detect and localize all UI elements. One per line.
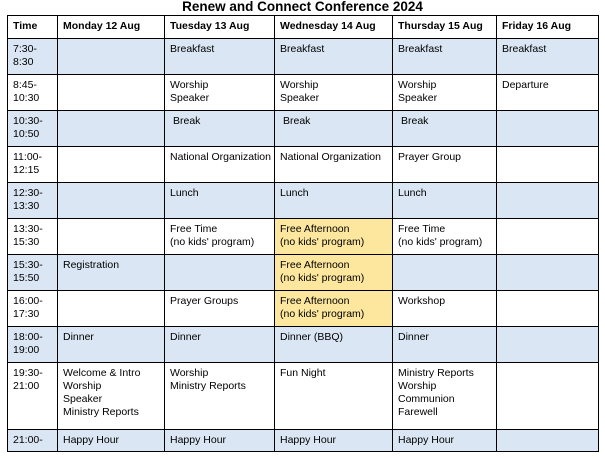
cell-text: (no kids' program): [280, 272, 365, 284]
cell-friday: [497, 291, 599, 327]
cell-monday: [58, 39, 165, 75]
cell-text: Break: [283, 115, 311, 127]
cell-text: Ministry Reports: [398, 367, 474, 379]
cell-text: Breakfast: [170, 43, 215, 55]
column-header-thursday: Thursday 15 Aug: [393, 16, 497, 39]
column-header-time: Time: [8, 16, 58, 39]
cell-text: Happy Hour: [280, 434, 337, 446]
schedule-table: [7, 15, 599, 452]
cell-thursday: [393, 183, 497, 219]
schedule-body: [8, 39, 599, 452]
cell-monday: [58, 363, 165, 430]
cell-text: 7:30-: [13, 43, 37, 55]
cell-wednesday: [275, 291, 393, 327]
column-header-wednesday: Wednesday 14 Aug: [275, 16, 393, 39]
cell-text: 21:00-: [13, 434, 43, 446]
table-row: [8, 291, 599, 327]
cell-monday: [58, 327, 165, 363]
cell-text: Speaker: [398, 92, 438, 104]
cell-text: Worship: [170, 79, 209, 91]
cell-thursday: [393, 39, 497, 75]
cell-text: Departure: [502, 79, 549, 91]
cell-friday: [497, 255, 599, 291]
cell-text: Prayer Group: [398, 151, 462, 163]
cell-text: Lunch: [398, 187, 427, 199]
cell-thursday: [393, 327, 497, 363]
cell-text: Dinner: [63, 331, 94, 343]
cell-text: 19:30-: [13, 367, 43, 379]
cell-text: 13:30-: [13, 223, 43, 235]
cell-thursday: [393, 291, 497, 327]
cell-text: Ministry Reports: [63, 406, 139, 418]
cell-text: Communion: [398, 393, 455, 405]
cell-monday: [58, 111, 165, 147]
cell-friday: [497, 363, 599, 430]
column-header-friday: Friday 16 Aug: [497, 16, 599, 39]
cell-text: Ministry Reports: [170, 380, 246, 392]
table-row: [8, 111, 599, 147]
cell-text: Fun Night: [280, 367, 326, 379]
cell-text: 8:30: [13, 56, 34, 68]
table-row: [8, 430, 599, 452]
cell-text: Free Afternoon: [280, 223, 350, 235]
cell-tuesday: [165, 291, 275, 327]
cell-tuesday: [165, 147, 275, 183]
cell-text: 10:30-: [13, 115, 43, 127]
table-row: [8, 183, 599, 219]
cell-text: Registration: [63, 259, 120, 271]
cell-text: Lunch: [170, 187, 199, 199]
table-row: [8, 327, 599, 363]
cell-tuesday: [165, 219, 275, 255]
cell-text: Speaker: [170, 92, 210, 104]
cell-friday: [497, 147, 599, 183]
cell-monday: [58, 255, 165, 291]
cell-time: [8, 147, 58, 183]
cell-text: 12:15: [13, 164, 40, 176]
cell-text: Free Time: [170, 223, 218, 235]
cell-time: [8, 75, 58, 111]
table-row: [8, 147, 599, 183]
cell-wednesday: [275, 219, 393, 255]
cell-text: Lunch: [280, 187, 309, 199]
cell-text: Speaker: [280, 92, 320, 104]
cell-text: 8:45-: [13, 79, 37, 91]
cell-text: Breakfast: [502, 43, 547, 55]
cell-time: [8, 430, 58, 452]
cell-text: Dinner: [170, 331, 201, 343]
cell-friday: [497, 219, 599, 255]
cell-text: Free Afternoon: [280, 259, 350, 271]
cell-wednesday: [275, 255, 393, 291]
cell-tuesday: [165, 39, 275, 75]
cell-monday: [58, 183, 165, 219]
cell-time: [8, 363, 58, 430]
table-row: [8, 219, 599, 255]
cell-time: [8, 39, 58, 75]
cell-tuesday: [165, 183, 275, 219]
cell-text: Worship: [398, 79, 437, 91]
cell-wednesday: [275, 183, 393, 219]
cell-text: 18:00-: [13, 331, 43, 343]
cell-thursday: [393, 430, 497, 452]
cell-friday: [497, 111, 599, 147]
cell-monday: [58, 147, 165, 183]
cell-time: [8, 183, 58, 219]
cell-text: Worship: [63, 380, 102, 392]
cell-wednesday: [275, 363, 393, 430]
cell-wednesday: [275, 111, 393, 147]
cell-monday: [58, 75, 165, 111]
cell-tuesday: [165, 255, 275, 291]
cell-text: (no kids' program): [170, 236, 255, 248]
cell-friday: [497, 430, 599, 452]
cell-wednesday: [275, 147, 393, 183]
cell-monday: [58, 291, 165, 327]
cell-text: National Organization: [280, 151, 381, 163]
cell-friday: [497, 75, 599, 111]
cell-text: Worship: [280, 79, 319, 91]
cell-text: 15:50: [13, 272, 40, 284]
cell-wednesday: [275, 75, 393, 111]
cell-text: Workshop: [398, 295, 446, 307]
cell-thursday: [393, 147, 497, 183]
cell-text: 15:30: [13, 236, 40, 248]
header-row: [8, 16, 599, 39]
cell-text: Happy Hour: [398, 434, 455, 446]
cell-text: Happy Hour: [63, 434, 120, 446]
cell-text: (no kids' program): [398, 236, 483, 248]
cell-text: Free Afternoon: [280, 295, 350, 307]
cell-text: Break: [401, 115, 429, 127]
column-header-tuesday: Tuesday 13 Aug: [165, 16, 275, 39]
column-header-monday: Monday 12 Aug: [58, 16, 165, 39]
cell-time: [8, 291, 58, 327]
cell-text: Farewell: [398, 406, 438, 418]
cell-text: 21:00: [13, 380, 40, 392]
cell-tuesday: [165, 111, 275, 147]
cell-monday: [58, 219, 165, 255]
cell-text: Dinner (BBQ): [280, 331, 344, 343]
cell-tuesday: [165, 363, 275, 430]
cell-time: [8, 327, 58, 363]
cell-wednesday: [275, 39, 393, 75]
cell-wednesday: [275, 327, 393, 363]
cell-text: Speaker: [63, 393, 103, 405]
cell-wednesday: [275, 430, 393, 452]
cell-text: Worship: [170, 367, 209, 379]
cell-friday: [497, 183, 599, 219]
table-row: [8, 39, 599, 75]
cell-text: Dinner: [398, 331, 429, 343]
cell-text: 11:00-: [13, 151, 42, 163]
cell-text: Breakfast: [398, 43, 443, 55]
cell-text: Break: [173, 115, 201, 127]
cell-tuesday: [165, 327, 275, 363]
cell-text: 13:30: [13, 200, 40, 212]
cell-text: Breakfast: [280, 43, 325, 55]
cell-text: (no kids' program): [280, 308, 365, 320]
cell-text: 10:50: [13, 128, 40, 140]
cell-text: 12:30-: [13, 187, 43, 199]
cell-time: [8, 219, 58, 255]
table-row: [8, 255, 599, 291]
cell-text: Happy Hour: [170, 434, 227, 446]
cell-time: [8, 255, 58, 291]
cell-text: Worship: [398, 380, 437, 392]
table-row: [8, 75, 599, 111]
cell-thursday: [393, 111, 497, 147]
cell-time: [8, 111, 58, 147]
cell-friday: [497, 327, 599, 363]
cell-text: (no kids' program): [280, 236, 365, 248]
page-title: Renew and Connect Conference 2024: [182, 0, 423, 14]
cell-text: 10:30: [13, 92, 40, 104]
cell-text: 15:30-: [13, 259, 43, 271]
cell-text: 19:00: [13, 344, 40, 356]
cell-thursday: [393, 75, 497, 111]
cell-text: Prayer Groups: [170, 295, 239, 307]
cell-text: National Organization: [170, 151, 271, 163]
cell-friday: [497, 39, 599, 75]
cell-tuesday: [165, 75, 275, 111]
table-row: [8, 363, 599, 430]
cell-text: Welcome & Intro: [63, 367, 141, 379]
cell-thursday: [393, 255, 497, 291]
cell-thursday: [393, 363, 497, 430]
cell-tuesday: [165, 430, 275, 452]
cell-text: 17:30: [13, 308, 40, 320]
cell-monday: [58, 430, 165, 452]
cell-thursday: [393, 219, 497, 255]
cell-text: 16:00-: [13, 295, 43, 307]
cell-text: Free Time: [398, 223, 446, 235]
